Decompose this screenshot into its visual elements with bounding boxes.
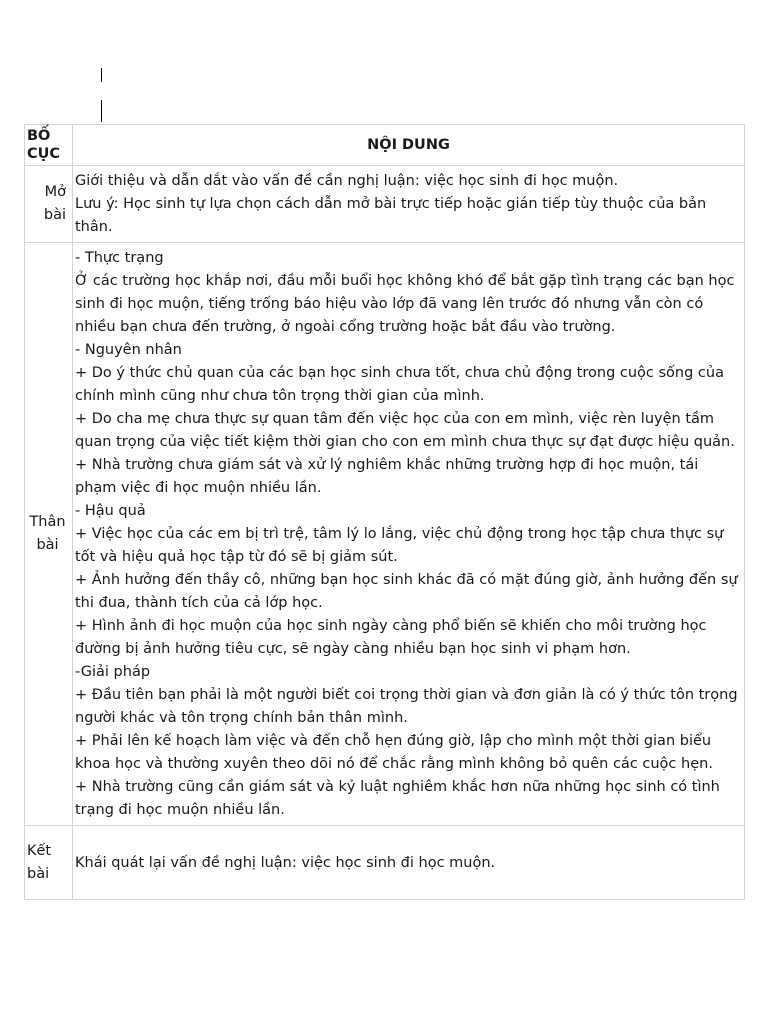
content-line: + Nhà trường chưa giám sát và xử lý nghiêm khắc những trường hợp đi học muộn, tái phạm việc đi học muộn nhiều lần. (75, 457, 699, 496)
section-content-ket-bai (73, 826, 745, 900)
section-content-mo-bai (73, 166, 745, 243)
section-content-than-bai (73, 243, 745, 826)
essay-outline-table (24, 124, 745, 900)
section-label-ket-bai: Kết bài (25, 826, 73, 900)
content-line: + Phải lên kế hoạch làm việc và đến chỗ hẹn đúng giờ, lập cho mình một thời gian biểu khoa học và thường xuyên theo dõi nó để chắc rằng mình không bỏ quên các cuộc hẹn. (75, 733, 713, 772)
content-line: - Thực trạng (75, 250, 164, 266)
table-row-than-bai (25, 243, 745, 826)
content-line: + Nhà trường cũng cần giám sát và kỷ luật nghiêm khắc hơn nữa những học sinh có tình trạng đi học muộn nhiều lần. (75, 779, 720, 818)
text-cursor-mark (101, 100, 102, 122)
content-line: + Hình ảnh đi học muộn của học sinh ngày càng phổ biến sẽ khiến cho môi trường học đường bị ảnh hưởng tiêu cực, sẽ ngày càng nhiều bạn học sinh vi phạm hơn. (75, 618, 707, 657)
content-line: + Ảnh hưởng đến thầy cô, những bạn học sinh khác đã có mặt đúng giờ, ảnh hưởng đến sự thi đua, thành tích của cả lớp học. (75, 572, 738, 611)
content-line: Lưu ý: Học sinh tự lựa chọn cách dẫn mở bài trực tiếp hoặc gián tiếp tùy thuộc của bản thân. (75, 196, 707, 235)
table-header-row (25, 125, 745, 166)
header-content: NỘI DUNG (73, 125, 745, 166)
content-line: Giới thiệu và dẫn dắt vào vấn đề cần nghị luận: việc học sinh đi học muộn. (75, 173, 619, 189)
table-row-mo-bai (25, 166, 745, 243)
content-line: - Nguyên nhân (75, 342, 182, 358)
content-line: - Hậu quả (75, 503, 146, 519)
content-line: + Do ý thức chủ quan của các bạn học sinh chưa tốt, chưa chủ động trong cuộc sống của chính mình cũng như chưa tôn trọng thời gian của mình. (75, 365, 724, 404)
content-line: -Giải pháp (75, 664, 151, 680)
content-line: + Do cha mẹ chưa thực sự quan tâm đến việc học của con em mình, việc rèn luyện tầm quan trọng của việc tiết kiệm thời gian cho con em mình chưa thực sự đạt được hiệu quản. (75, 411, 735, 450)
section-label-mo-bai: Mở bài (25, 166, 73, 243)
header-structure: BỐ CỤC (25, 125, 73, 166)
content-line: Ở các trường học khắp nơi, đầu mỗi buổi học không khó để bắt gặp tình trạng các bạn học sinh đi học muộn, tiếng trống báo hiệu vào lớp đã vang lên trước đó nhưng vẫn còn có nhiều bạn chưa đến trường, ở ngoài cổng trường hoặc bắt đầu vào trường. (75, 273, 735, 335)
text-cursor-mark (101, 68, 102, 82)
content-line: Khái quát lại vấn đề nghị luận: việc học sinh đi học muộn. (75, 854, 496, 871)
section-label-than-bai: Thân bài (25, 243, 73, 826)
table-row-ket-bai (25, 826, 745, 900)
content-line: + Việc học của các em bị trì trệ, tâm lý lo lắng, việc chủ động trong học tập chưa thực sự tốt và hiệu quả học tập từ đó sẽ bị giảm sút. (75, 526, 724, 565)
content-line: + Đầu tiên bạn phải là một người biết coi trọng thời gian và đơn giản là có ý thức tôn trọng người khác và tôn trọng chính bản thân mình. (75, 687, 738, 726)
